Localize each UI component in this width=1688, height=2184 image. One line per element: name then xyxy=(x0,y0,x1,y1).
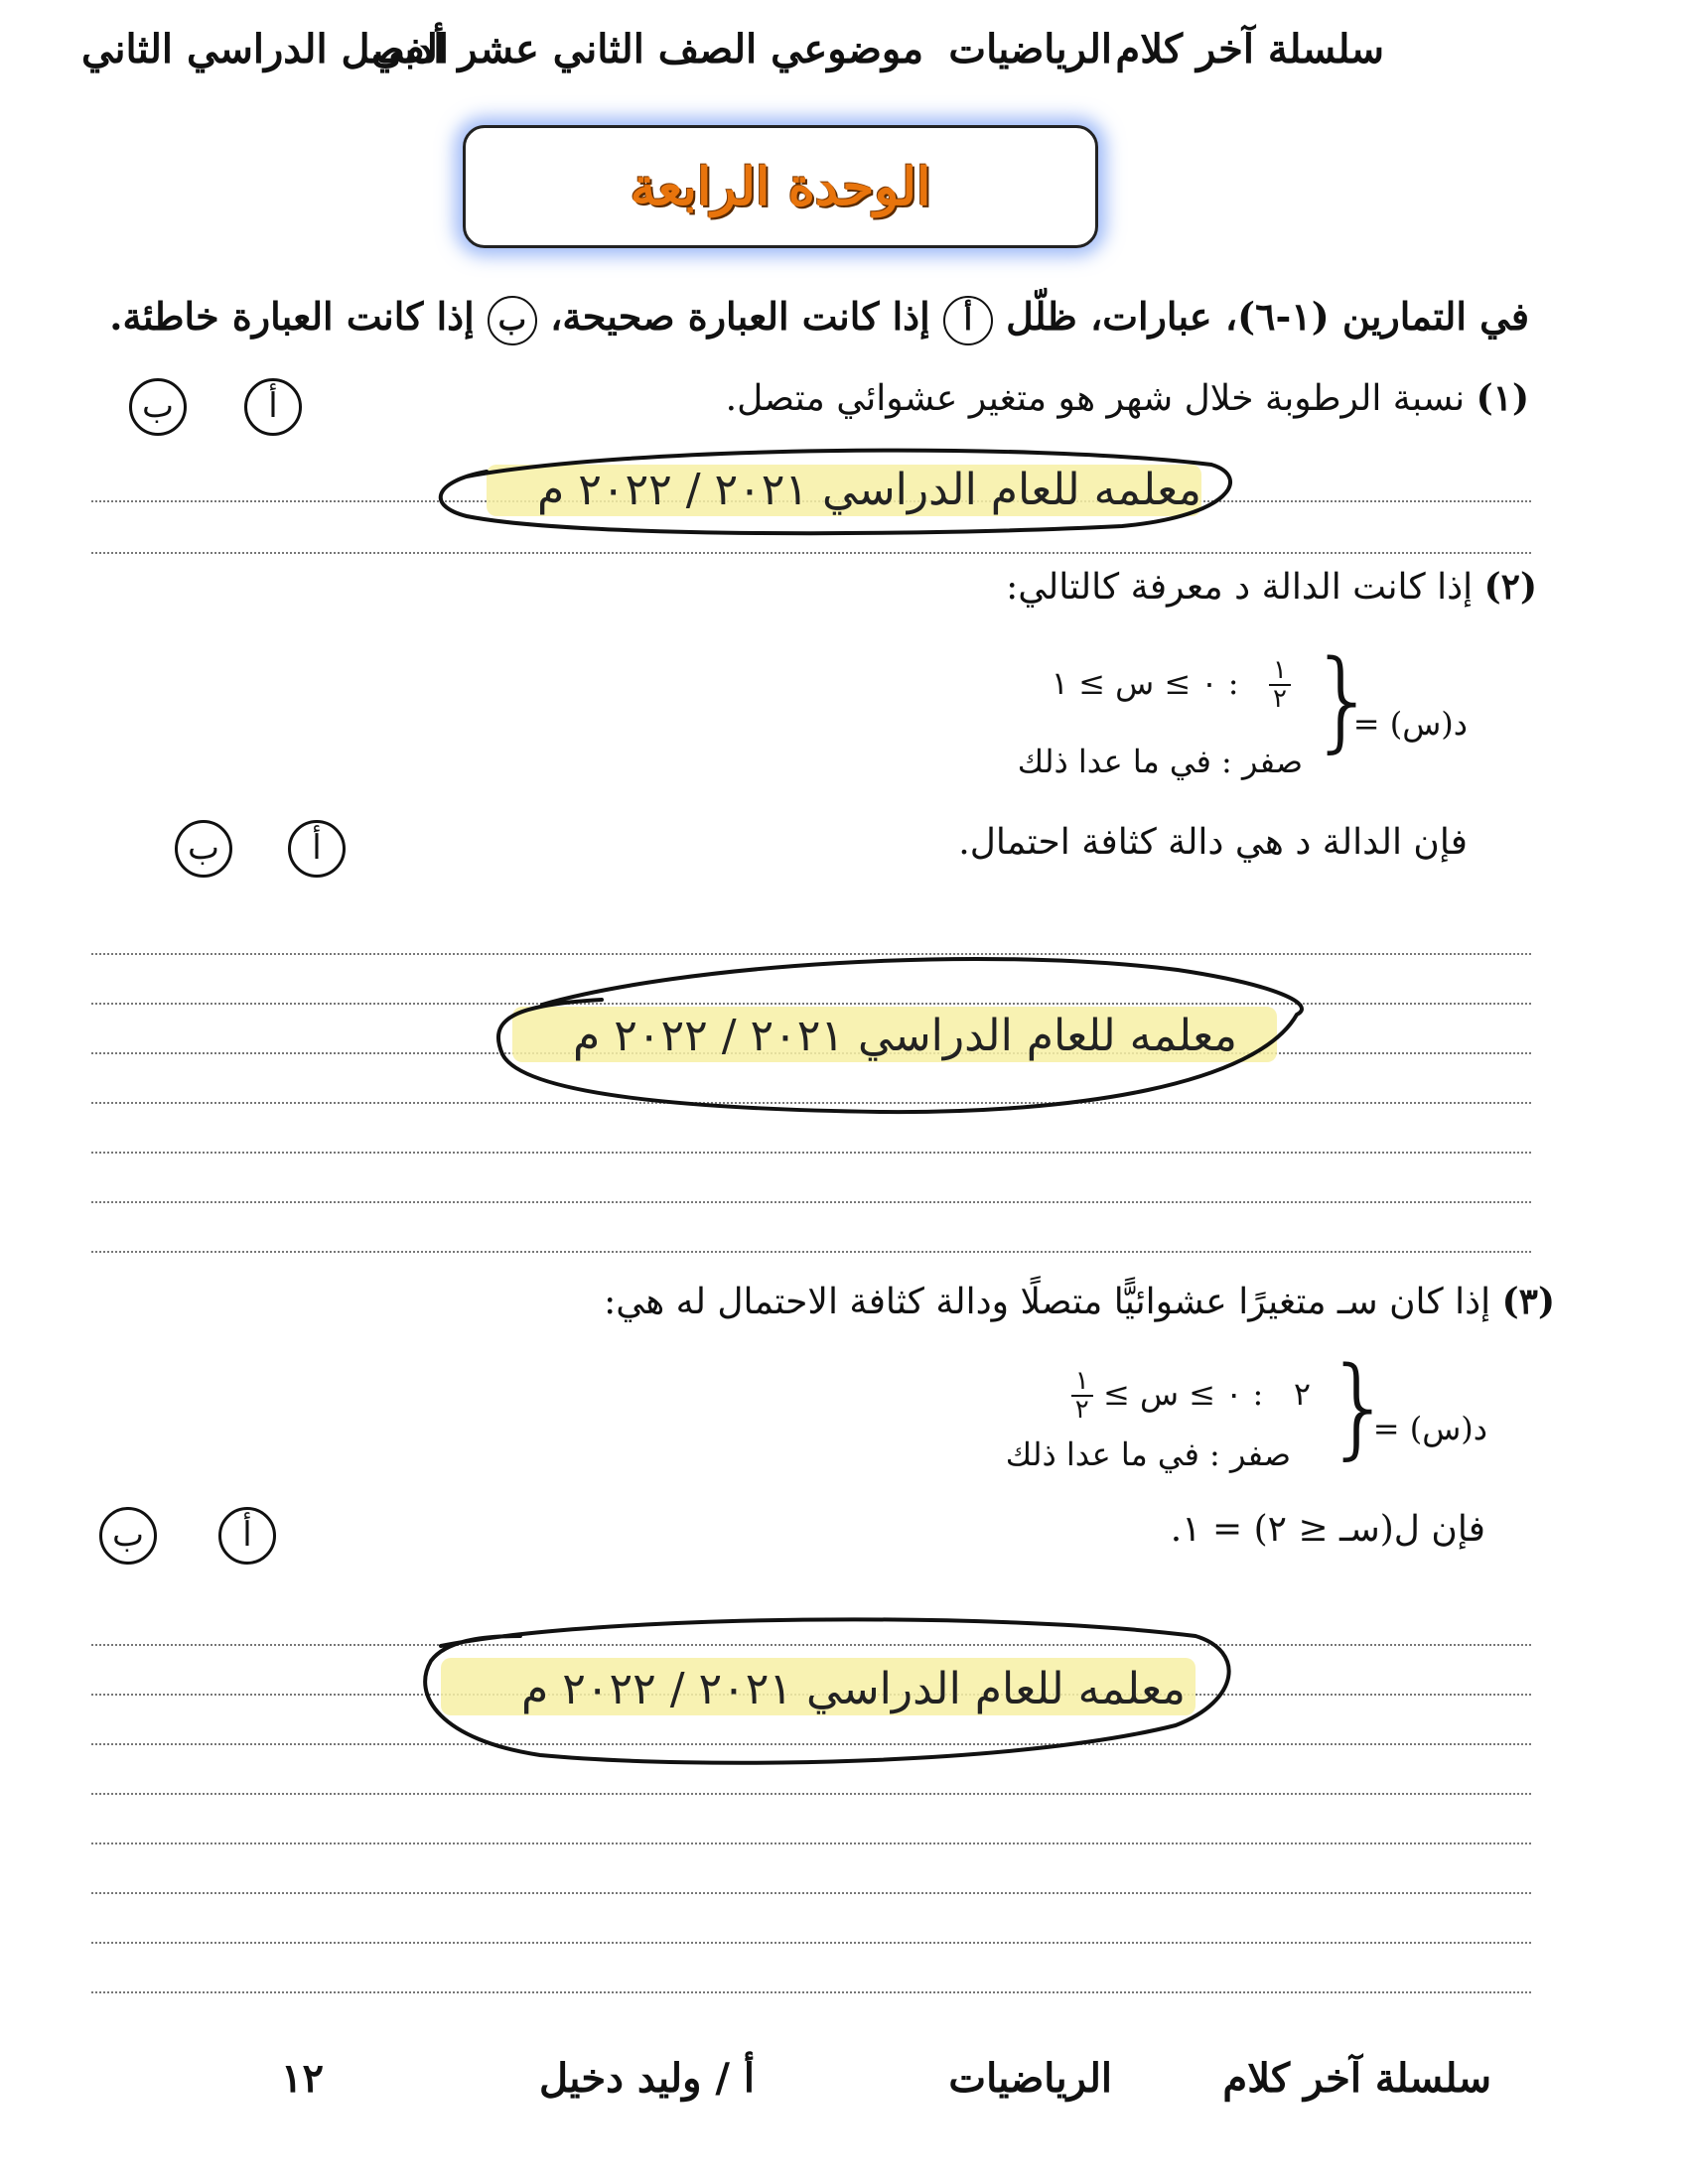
instructions-part1: في التمارين (١-٦)، عبارات، ظلّل xyxy=(1006,294,1529,339)
header-subject: الرياضيات xyxy=(948,26,1112,72)
footer-teacher: أ / وليد دخيل xyxy=(539,2055,755,2102)
instructions-part2: إذا كانت العبارة صحيحة، xyxy=(550,294,930,339)
q3-case2-condition: : في ما عدا ذلك xyxy=(1005,1435,1220,1473)
q2-option-b[interactable]: ب xyxy=(175,820,232,878)
question-2-number: (٢) xyxy=(1483,566,1537,608)
q3-brace: } xyxy=(1325,1343,1394,1470)
unit-title: الوحدة الرابعة xyxy=(630,156,931,217)
question-1-number: (١) xyxy=(1476,377,1529,419)
question-3-conclusion: فإن ل(سـ ≤ ٢) = ١. xyxy=(1170,1509,1485,1550)
q3-case1-value: ٢ xyxy=(1293,1374,1311,1413)
answer-line xyxy=(91,552,1531,554)
q2-func-label: د(س) = xyxy=(1352,705,1468,743)
header-series: سلسلة آخر كلام xyxy=(1115,26,1384,72)
header-term: الفصل الدراسي الثاني xyxy=(81,26,449,72)
unit-title-box xyxy=(463,125,1098,248)
stamp-3 xyxy=(401,1606,1255,1775)
q2-case2-value: صفر xyxy=(1241,743,1303,780)
answer-line xyxy=(91,1152,1531,1154)
q2-case-2 xyxy=(1018,743,1303,780)
header-topic: موضوعي الصف الثاني عشر أدبي xyxy=(370,26,923,72)
answer-line xyxy=(91,1991,1531,1993)
footer-series: سلسلة آخر كلام xyxy=(1222,2055,1491,2102)
q3-option-b[interactable]: ب xyxy=(99,1507,157,1565)
question-3-text: إذا كان سـ متغيرًا عشوائيًّا متصلًا ودالة كثافة الاحتمال له هي: xyxy=(604,1282,1491,1322)
q1-option-a[interactable]: أ xyxy=(244,378,302,436)
stamp-1 xyxy=(427,437,1251,546)
instructions-option-a: أ xyxy=(943,296,993,345)
footer-page-number: ١٢ xyxy=(281,2055,324,2102)
q3-case1-fraction xyxy=(1071,1368,1093,1425)
footer-subject: الرياضيات xyxy=(948,2055,1112,2102)
question-1-text: نسبة الرطوبة خلال شهر هو متغير عشوائي متصل. xyxy=(725,378,1466,419)
answer-line xyxy=(91,1201,1531,1203)
q3-func-label: د(س) = xyxy=(1372,1410,1487,1447)
q3-case2-value: صفر xyxy=(1229,1435,1291,1473)
instructions xyxy=(109,294,1529,345)
stamp-text: معلمه للعام الدراسي ٢٠٢١ / ٢٠٢٢ م xyxy=(536,465,1201,515)
q3-case-2 xyxy=(1006,1435,1291,1473)
q2-option-a[interactable]: أ xyxy=(288,820,346,878)
stamp-text: معلمه للعام الدراسي ٢٠٢١ / ٢٠٢٢ م xyxy=(572,1011,1237,1061)
answer-line xyxy=(91,1251,1531,1253)
answer-line xyxy=(91,1843,1531,1844)
q3-case1-condition: : ٠ ≥ س ≥ xyxy=(1102,1374,1264,1413)
question-3 xyxy=(604,1281,1555,1322)
q2-case-1 xyxy=(1052,657,1291,714)
answer-line xyxy=(91,1942,1531,1944)
instructions-part3: إذا كانت العبارة خاطئة. xyxy=(109,294,475,339)
question-2-conclusion: فإن الدالة د هي دالة كثافة احتمال. xyxy=(958,822,1468,863)
q2-case1-den: ٢ xyxy=(1273,684,1287,715)
instructions-option-b: ب xyxy=(488,296,537,345)
question-2-text: إذا كانت الدالة د معرفة كالتالي: xyxy=(1006,567,1474,608)
q3-option-a[interactable]: أ xyxy=(218,1507,276,1565)
q3-case-1 xyxy=(1071,1368,1311,1425)
question-1 xyxy=(726,377,1529,419)
q2-case1-condition: : ٠ ≥ س ≥ ١ xyxy=(1051,663,1239,702)
q3-case1-den: ٢ xyxy=(1074,1395,1089,1426)
question-2 xyxy=(1006,566,1537,608)
q2-brace: } xyxy=(1309,636,1378,763)
q3-case1-num: ١ xyxy=(1074,1366,1089,1396)
stamp-text: معلمه للعام الدراسي ٢٠٢١ / ٢٠٢٢ م xyxy=(520,1664,1186,1714)
answer-line xyxy=(91,1892,1531,1894)
q1-option-b[interactable]: ب xyxy=(129,378,187,436)
q2-case1-num: ١ xyxy=(1273,655,1287,685)
answer-line xyxy=(91,1793,1531,1795)
question-3-number: (٣) xyxy=(1501,1281,1555,1322)
q2-case1-fraction xyxy=(1269,657,1291,714)
stamp-2 xyxy=(483,945,1327,1124)
q2-case2-condition: : في ما عدا ذلك xyxy=(1017,743,1232,780)
